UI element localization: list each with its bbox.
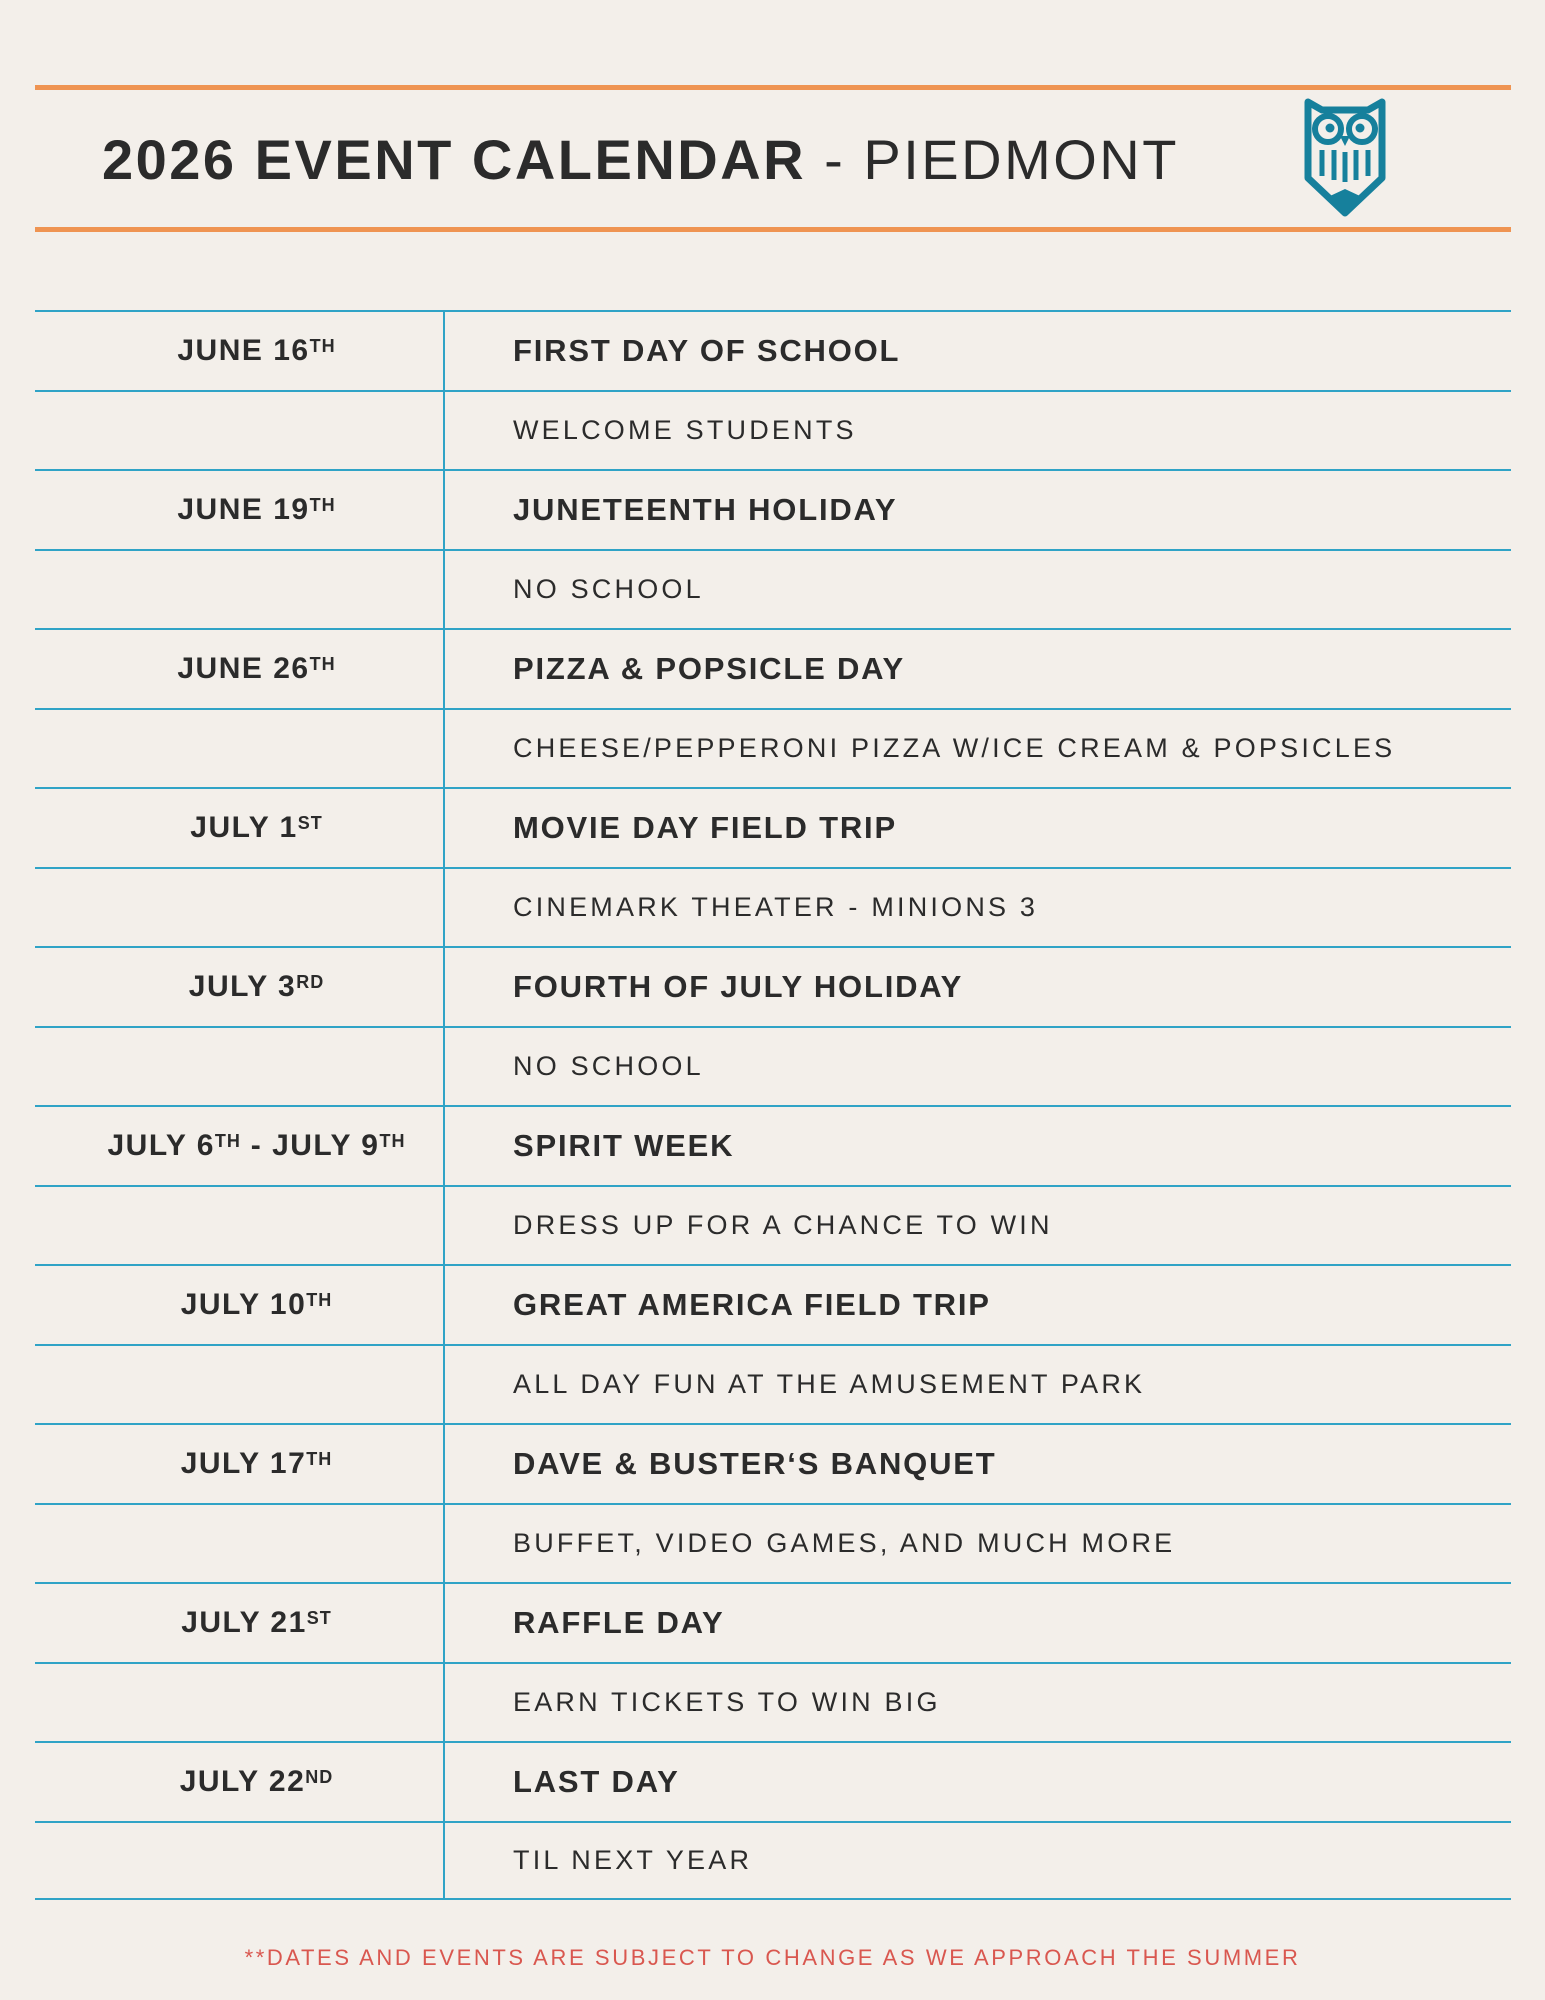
event-date-suffix: TH [306,1449,333,1470]
event-title: LAST DAY [513,1763,680,1799]
event-date-text: JUNE 16 [177,333,310,367]
event-date-suffix: ND [305,1767,334,1788]
event-date-suffix: TH [309,654,336,675]
event-row [35,1741,1511,1821]
event-detail: ALL DAY FUN AT THE AMUSEMENT PARK [513,1368,1146,1399]
event-title: RAFFLE DAY [513,1604,725,1640]
event-date-suffix: ST [306,1608,332,1629]
event-detail: EARN TICKETS TO WIN BIG [513,1686,941,1717]
event-date-end: - JULY 9 [240,1128,380,1162]
event-date-text: JULY 1 [190,810,298,844]
event-row [35,1582,1511,1662]
event-title: GREAT AMERICA FIELD TRIP [513,1286,991,1322]
event-row [35,1105,1511,1185]
event-date [35,1266,478,1344]
event-date [35,471,478,549]
event-detail-row [35,1026,1511,1106]
event-date-suffix: TH [214,1131,241,1152]
column-divider [443,310,445,1900]
event-date [35,1743,478,1821]
event-date-suffix: TH [309,336,336,357]
event-detail-row [35,1503,1511,1583]
event-date-end-suffix: TH [379,1131,406,1152]
event-date-text: JUNE 26 [177,651,310,685]
event-date-text: JULY 3 [188,969,297,1003]
page-title-location: PIEDMONT [863,128,1179,191]
event-date-suffix: TH [309,495,336,516]
event-detail: NO SCHOOL [513,573,704,604]
event-date-text: JULY 17 [180,1446,307,1480]
event-title: SPIRIT WEEK [513,1127,735,1163]
event-date-text: JULY 10 [180,1287,307,1321]
event-date-text: JULY 21 [181,1605,307,1639]
event-title: DAVE & BUSTER‘S BANQUET [513,1445,997,1481]
event-row [35,628,1511,708]
page-title-main: 2026 EVENT CALENDAR [102,128,807,191]
header-bottom-rule [35,227,1511,232]
event-date-text: JULY 22 [179,1764,306,1798]
event-detail-row [35,867,1511,947]
event-title: JUNETEENTH HOLIDAY [513,491,898,527]
event-detail-row [35,390,1511,470]
event-detail: NO SCHOOL [513,1050,704,1081]
event-title: MOVIE DAY FIELD TRIP [513,809,897,845]
event-row [35,310,1511,390]
event-row [35,946,1511,1026]
event-title: FIRST DAY OF SCHOOL [513,332,901,368]
event-date-text: JULY 6 [107,1128,215,1162]
event-date-suffix: ST [297,813,323,834]
event-date [35,1584,478,1662]
event-detail: CHEESE/PEPPERONI PIZZA W/ICE CREAM & POPSICLES [513,732,1396,763]
event-date-text: JUNE 19 [177,492,310,526]
event-detail: DRESS UP FOR A CHANCE TO WIN [513,1209,1053,1240]
event-row [35,787,1511,867]
event-detail: WELCOME STUDENTS [513,414,857,445]
event-title: FOURTH OF JULY HOLIDAY [513,968,964,1004]
event-detail: CINEMARK THEATER - MINIONS 3 [513,891,1039,922]
page-title [102,125,1179,195]
event-detail-row [35,549,1511,629]
event-date [35,1425,478,1503]
event-date-suffix: RD [296,972,325,993]
event-table [35,310,1511,1900]
event-date [35,630,478,708]
event-date [35,1107,478,1185]
page-title-separator: - [806,128,864,191]
event-detail-row [35,1344,1511,1424]
event-date [35,312,478,390]
event-title: PIZZA & POPSICLE DAY [513,650,905,686]
event-detail-row [35,708,1511,788]
event-row [35,1423,1511,1503]
event-row [35,469,1511,549]
event-detail: BUFFET, VIDEO GAMES, AND MUCH MORE [513,1527,1176,1558]
footnote: **DATES AND EVENTS ARE SUBJECT TO CHANGE AS WE APPROACH THE SUMMER [244,1945,1301,1970]
event-date [35,789,478,867]
event-date-suffix: TH [306,1290,333,1311]
event-detail-row [35,1185,1511,1265]
owl-pencil-icon [1300,96,1390,226]
event-detail: TIL NEXT YEAR [513,1844,753,1875]
event-detail-row [35,1821,1511,1901]
event-date [35,948,478,1026]
header-top-rule [35,85,1511,90]
event-row [35,1264,1511,1344]
event-detail-row [35,1662,1511,1742]
